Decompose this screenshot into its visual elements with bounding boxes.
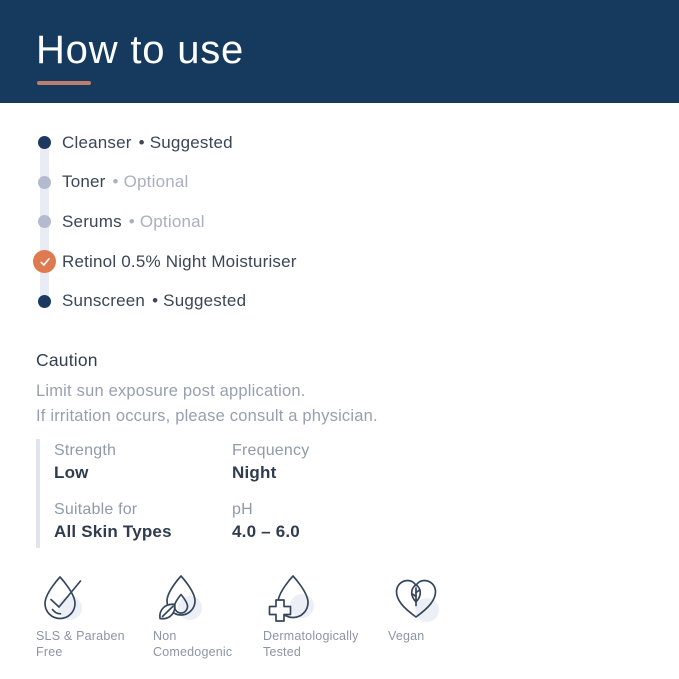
- spec-label: Strength: [54, 442, 117, 459]
- spec-label: Suitable for: [54, 501, 138, 518]
- product-specs-panel: [36, 439, 426, 548]
- badge-label: SLS & Paraben Free: [36, 629, 125, 659]
- droplet-plus-icon: [263, 572, 319, 624]
- routine-steps-list: [36, 123, 466, 321]
- caution-line-2: If irritation occurs, please consult a physician.: [36, 406, 378, 425]
- spec-value: Low: [54, 463, 89, 482]
- step-dot-icon: [38, 176, 51, 189]
- step-row-retinol: [36, 242, 466, 282]
- step-dot-icon: [38, 215, 51, 228]
- spec-frequency: [232, 442, 426, 483]
- badge-label: Vegan: [388, 629, 425, 643]
- step-name: Retinol 0.5% Night Moisturiser: [62, 251, 297, 271]
- droplet-check-icon: [36, 572, 92, 624]
- header-banner: [0, 0, 679, 103]
- caution-line-1: Limit sun exposure post application.: [36, 382, 306, 400]
- badge-vegan: [388, 572, 444, 645]
- badge-sls-paraben-free: [36, 572, 130, 660]
- heart-leaf-icon: [388, 572, 444, 624]
- spec-label: Frequency: [232, 442, 310, 459]
- spec-strength: [54, 442, 232, 483]
- step-row-toner: [36, 163, 466, 203]
- badge-non-comedogenic: [153, 572, 239, 660]
- step-name: Toner: [62, 172, 106, 192]
- step-note: • Optional: [128, 211, 205, 231]
- step-check-icon: [33, 250, 56, 273]
- spec-value: Night: [232, 463, 277, 482]
- page-title: How to use: [36, 28, 245, 72]
- spec-ph: [232, 501, 426, 542]
- spec-value: 4.0 – 6.0: [232, 522, 300, 541]
- step-dot-icon: [38, 136, 51, 149]
- badge-label: Non Comedogenic: [153, 629, 233, 659]
- caution-section: [36, 350, 516, 428]
- step-note: • Suggested: [138, 132, 233, 152]
- spec-value: All Skin Types: [54, 522, 172, 541]
- step-row-cleanser: [36, 123, 466, 163]
- step-name: Serums: [62, 211, 122, 231]
- badge-label: Dermatologically Tested: [263, 629, 359, 659]
- badge-dermatologically-tested: [263, 572, 377, 660]
- droplet-leaf-icon: [153, 572, 209, 624]
- step-name: Sunscreen: [62, 291, 146, 311]
- spec-label: pH: [232, 501, 253, 518]
- step-note: • Optional: [112, 172, 189, 192]
- step-row-sunscreen: [36, 281, 466, 321]
- title-underline: [37, 81, 91, 85]
- step-note: • Suggested: [152, 291, 247, 311]
- step-dot-icon: [38, 295, 51, 308]
- step-name: Cleanser: [62, 132, 132, 152]
- caution-heading: Caution: [36, 350, 98, 370]
- spec-suitable-for: [54, 501, 232, 542]
- step-row-serums: [36, 202, 466, 242]
